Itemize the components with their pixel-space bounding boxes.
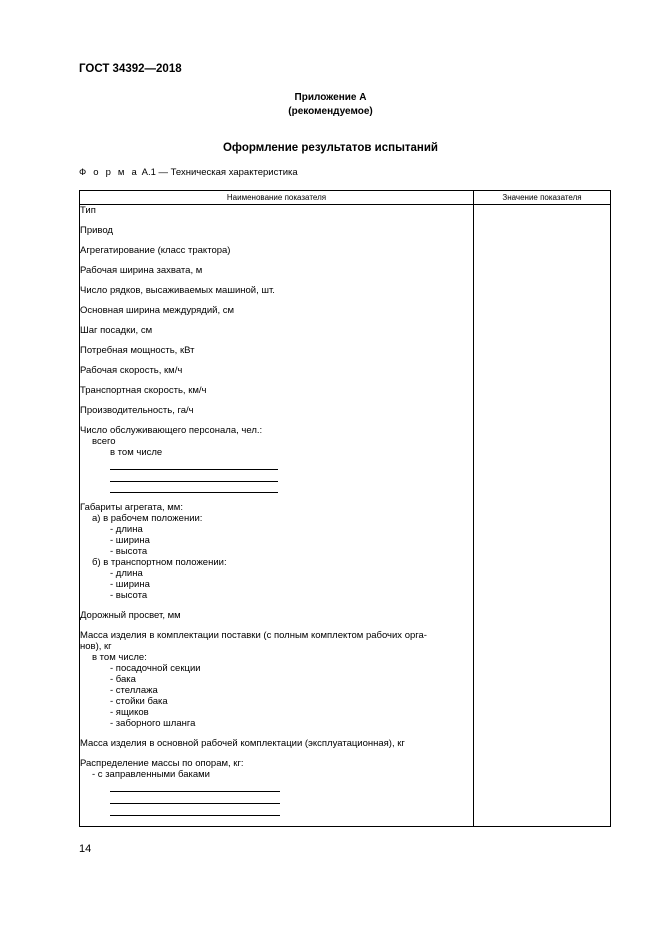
table-header-row <box>80 191 611 205</box>
row-transport-speed: Транспортная скорость, км/ч <box>80 385 207 396</box>
row-dimensions-transport: б) в транспортном положении: <box>92 557 227 569</box>
row-mass-item: - бака <box>110 674 136 686</box>
parameter-values-cell <box>474 205 611 827</box>
row-mass-distribution-item: - с заправленными баками <box>92 769 210 781</box>
row-mass-item: - стойки бака <box>110 696 168 708</box>
form-name: Техническая характеристика <box>170 167 298 178</box>
form-number: А.1 — <box>138 167 171 178</box>
row-mass-item: - стеллажа <box>110 685 158 697</box>
spec-table <box>79 190 611 827</box>
row-working-speed: Рабочая скорость, км/ч <box>80 365 183 376</box>
row-type: Тип <box>80 205 96 216</box>
row-dimensions-length: - длина <box>110 568 143 580</box>
row-working-width: Рабочая ширина захвата, м <box>80 265 203 276</box>
row-dimensions-width: - ширина <box>110 579 150 591</box>
row-aggregation: Агрегатирование (класс трактора) <box>80 245 231 256</box>
table-row <box>80 205 611 827</box>
row-dimensions-height: - высота <box>110 590 148 602</box>
row-mass-delivery-line1: Масса изделия в комплектации поставки (с полным комплектом рабочих орга- <box>80 630 427 642</box>
row-mass-distribution-title: Распределение массы по опорам, кг: <box>80 758 244 770</box>
page-number: 14 <box>79 843 92 855</box>
row-personnel-total: всего <box>92 436 116 447</box>
blank-line <box>110 482 278 494</box>
row-dimensions-height: - высота <box>110 546 148 558</box>
row-mass-item: - заборного шланга <box>110 718 196 730</box>
annex-title: Приложение А <box>294 92 367 103</box>
column-header-value: Значение показателя <box>474 191 611 205</box>
row-power: Потребная мощность, кВт <box>80 345 195 356</box>
blank-line <box>110 780 280 792</box>
blank-line <box>110 804 280 816</box>
row-dimensions-width: - ширина <box>110 535 150 547</box>
blank-line <box>110 792 280 804</box>
row-row-spacing: Основная ширина междурядий, см <box>80 305 235 316</box>
parameter-names-cell <box>80 205 474 827</box>
row-productivity: Производительность, га/ч <box>80 405 194 416</box>
row-personnel-title: Число обслуживающего персонала, чел.: <box>80 425 263 436</box>
row-dimensions-working: а) в рабочем положении: <box>92 513 203 525</box>
row-mass-delivery-line2: нов), кг <box>80 641 112 653</box>
form-prefix: Ф о р м а <box>79 167 139 178</box>
blank-line <box>110 458 278 470</box>
form-caption <box>79 167 298 178</box>
annex-status: (рекомендуемое) <box>288 106 373 117</box>
row-personnel-including: в том числе <box>110 447 163 458</box>
row-mass-item: - посадочной секции <box>110 663 201 675</box>
blank-line <box>110 470 278 482</box>
row-dimensions-title: Габариты агрегата, мм: <box>80 502 183 514</box>
row-clearance: Дорожный просвет, мм <box>80 610 181 622</box>
row-mass-item: - ящиков <box>110 707 149 719</box>
row-drive: Привод <box>80 225 113 236</box>
annex-heading <box>0 91 661 119</box>
column-header-name: Наименование показателя <box>80 191 474 205</box>
row-dimensions-length: - длина <box>110 524 143 536</box>
row-rows-count: Число рядков, высаживаемых машиной, шт. <box>80 285 275 296</box>
row-mass-working: Масса изделия в основной рабочей комплектации (эксплуатационная), кг <box>80 738 405 750</box>
row-planting-step: Шаг посадки, см <box>80 325 153 336</box>
standard-number: ГОСТ 34392—2018 <box>79 63 182 75</box>
section-title: Оформление результатов испытаний <box>222 142 439 154</box>
row-mass-delivery-including: в том числе: <box>92 652 147 664</box>
